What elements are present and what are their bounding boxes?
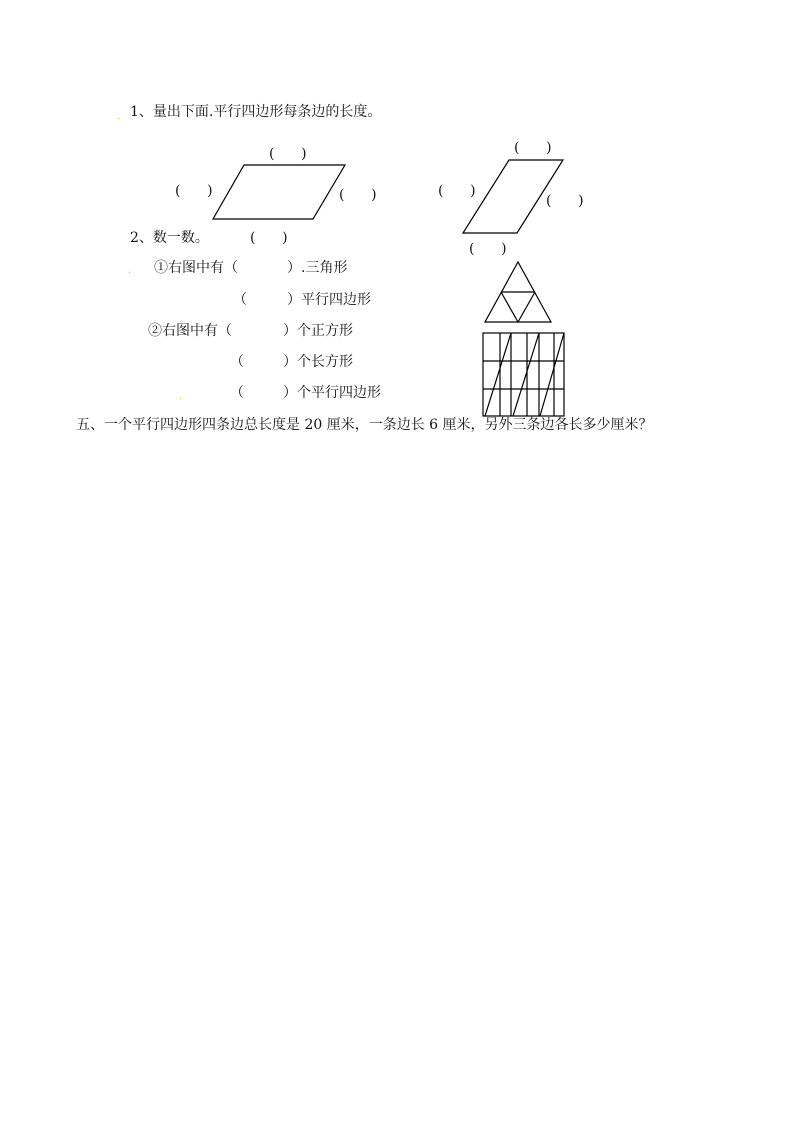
blank-right-bottom[interactable]: ( ) (469, 241, 507, 257)
q2-line2-prefix: （ (233, 292, 247, 308)
blank-right-top[interactable]: ( ) (514, 140, 552, 156)
q2-line1-prefix: ①右图中有（ (154, 260, 238, 276)
grid-diagonal-1 (485, 333, 511, 416)
q2-line3-suffix: ）个正方形 (283, 323, 353, 339)
stray-mark: . (128, 265, 132, 276)
q2-line5-prefix: （ (230, 385, 244, 401)
q2-title-blank[interactable]: ( ) (250, 230, 288, 246)
blank-left-top[interactable]: ( ) (269, 146, 307, 162)
blank-left-left[interactable]: ( ) (175, 183, 213, 199)
q1-title: 1、量出下面.平行四边形每条边的长度。 (130, 104, 382, 120)
stray-mark: . (117, 111, 121, 122)
stray-mark: . (179, 391, 183, 402)
blank-right-right[interactable]: ( ) (546, 193, 584, 209)
q2-line4-prefix: （ (230, 354, 244, 370)
q2-line2-suffix: ）平行四边形 (287, 292, 371, 308)
grid-diagonal-2 (513, 333, 539, 416)
grid-diagonal-3 (540, 333, 564, 416)
q5-text: 五、一个平行四边形四条边总长度是 20 厘米，一条边长 6 厘米，另外三条边各长多少厘米？ (76, 417, 653, 433)
q2-line1-suffix: ）.三角形 (287, 260, 348, 276)
q2-line4-suffix: ）个长方形 (283, 354, 353, 370)
blank-right-left[interactable]: ( ) (438, 183, 476, 199)
blank-left-right[interactable]: ( ) (339, 187, 377, 203)
q2-line5-suffix: ）个平行四边形 (283, 385, 381, 401)
q2-line3-prefix: ②右图中有（ (148, 323, 232, 339)
q2-title: 2、数一数。 (130, 230, 209, 246)
